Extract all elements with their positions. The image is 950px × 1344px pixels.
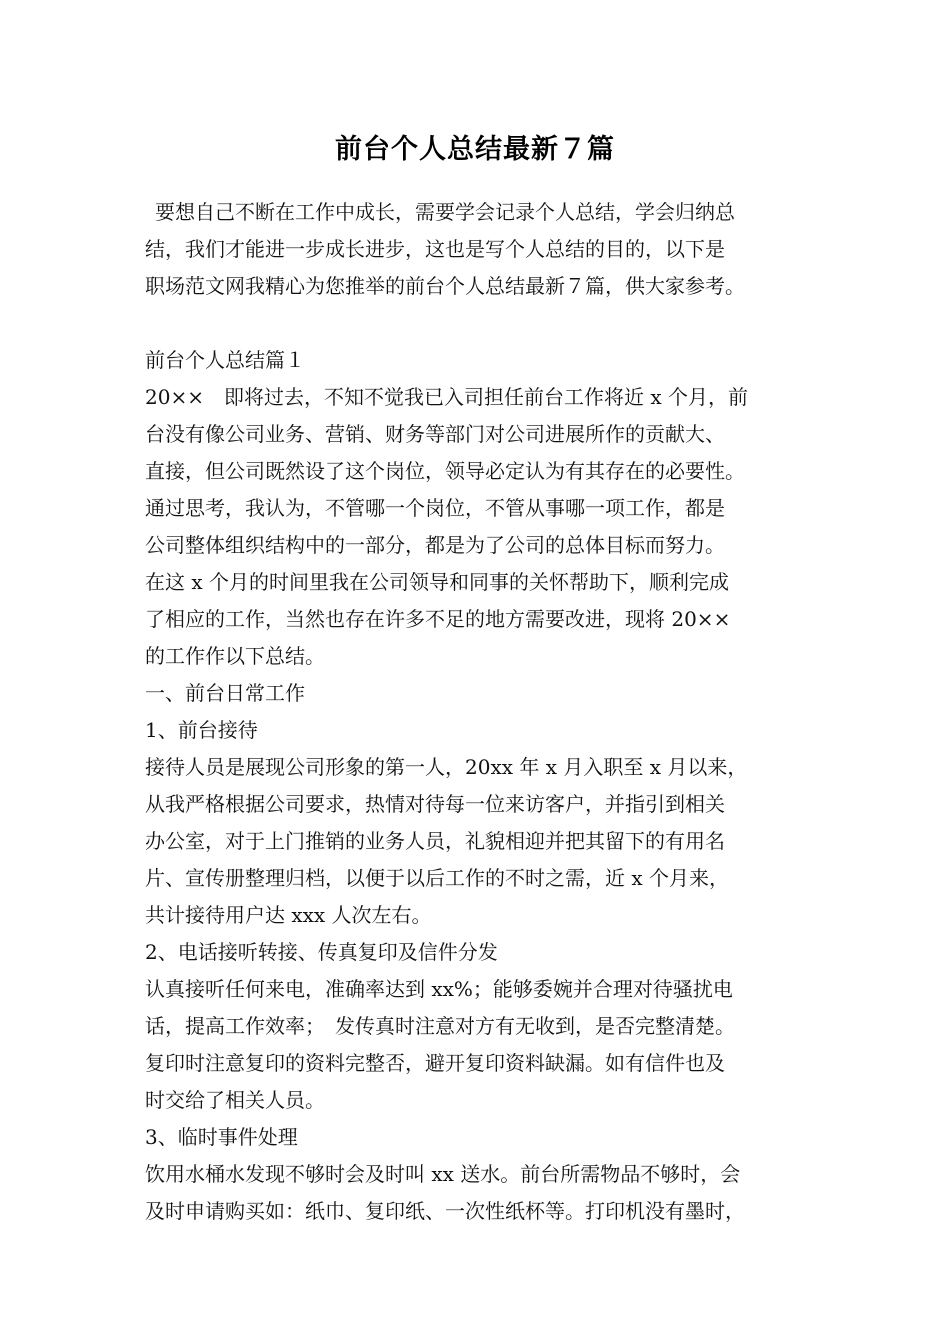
paragraph-line: 在这 x 个月的时间里我在公司领导和同事的关怀帮助下，顺利完成 [145,570,729,594]
paragraph-line: 20×× 即将过去，不知不觉我已入司担任前台工作将近 x 个月，前 [145,385,748,409]
paragraph-line: 复印时注意复印的资料完整否，避开复印资料缺漏。如有信件也及 [145,1051,725,1075]
item-heading: 3、临时事件处理 [145,1125,298,1149]
intro-line: 结，我们才能进一步成长进步，这也是写个人总结的目的，以下是 [145,237,725,261]
paragraph-line: 话，提高工作效率； 发传真时注意对方有无收到，是否完整清楚。 [145,1014,735,1038]
section-heading: 前台个人总结篇１ [145,348,305,372]
paragraph-line: 办公室，对于上门推销的业务人员，礼貌相迎并把其留下的有用名 [145,829,725,853]
paragraph-line: 通过思考，我认为，不管哪一个岗位，不管从事哪一项工作，都是 [145,496,725,520]
paragraph-line: 共计接待用户达 xxx 人次左右。 [145,903,432,927]
paragraph-line: 认真接听任何来电，准确率达到 xx%；能够委婉并合理对待骚扰电 [145,977,733,1001]
paragraph-line: 饮用水桶水发现不够时会及时叫 xx 送水。前台所需物品不够时，会 [145,1162,741,1186]
paragraph-line: 从我严格根据公司要求，热情对待每一位来访客户，并指引到相关 [145,792,725,816]
paragraph-line: 接待人员是展现公司形象的第一人，20xx 年 x 月入职至 x 月以来， [145,755,748,779]
document-body [145,194,815,1230]
paragraph-line: 的工作作以下总结。 [145,644,325,668]
paragraph-line: 及时申请购买如：纸巾、复印纸、一次性纸杯等。打印机没有墨时， [145,1199,745,1223]
paragraph-gap [145,305,815,342]
intro-line: 要想自己不断在工作中成长，需要学会记录个人总结，学会归纳总 [155,200,735,224]
paragraph-line: 公司整体组织结构中的一部分，都是为了公司的总体目标而努力。 [145,533,725,557]
paragraph-line: 时交给了相关人员。 [145,1088,325,1112]
intro-line: 职场范文网我精心为您推举的前台个人总结最新７篇，供大家参考。 [145,274,745,298]
paragraph-line: 台没有像公司业务、营销、财务等部门对公司进展所作的贡献大、 [145,422,725,446]
item-heading: 1、前台接待 [145,718,258,742]
paragraph-line: 直接，但公司既然设了这个岗位，领导必定认为有其存在的必要性。 [145,459,745,483]
item-heading: 2、电话接听转接、传真复印及信件分发 [145,940,498,964]
paragraph-line: 了相应的工作，当然也存在许多不足的地方需要改进，现将 20×× [145,607,731,631]
subsection-heading: 一、前台日常工作 [145,681,305,705]
document-title: 前台个人总结最新７篇 [335,134,615,165]
paragraph-line: 片、宣传册整理归档，以便于以后工作的不时之需，近 x 个月来， [145,866,729,890]
